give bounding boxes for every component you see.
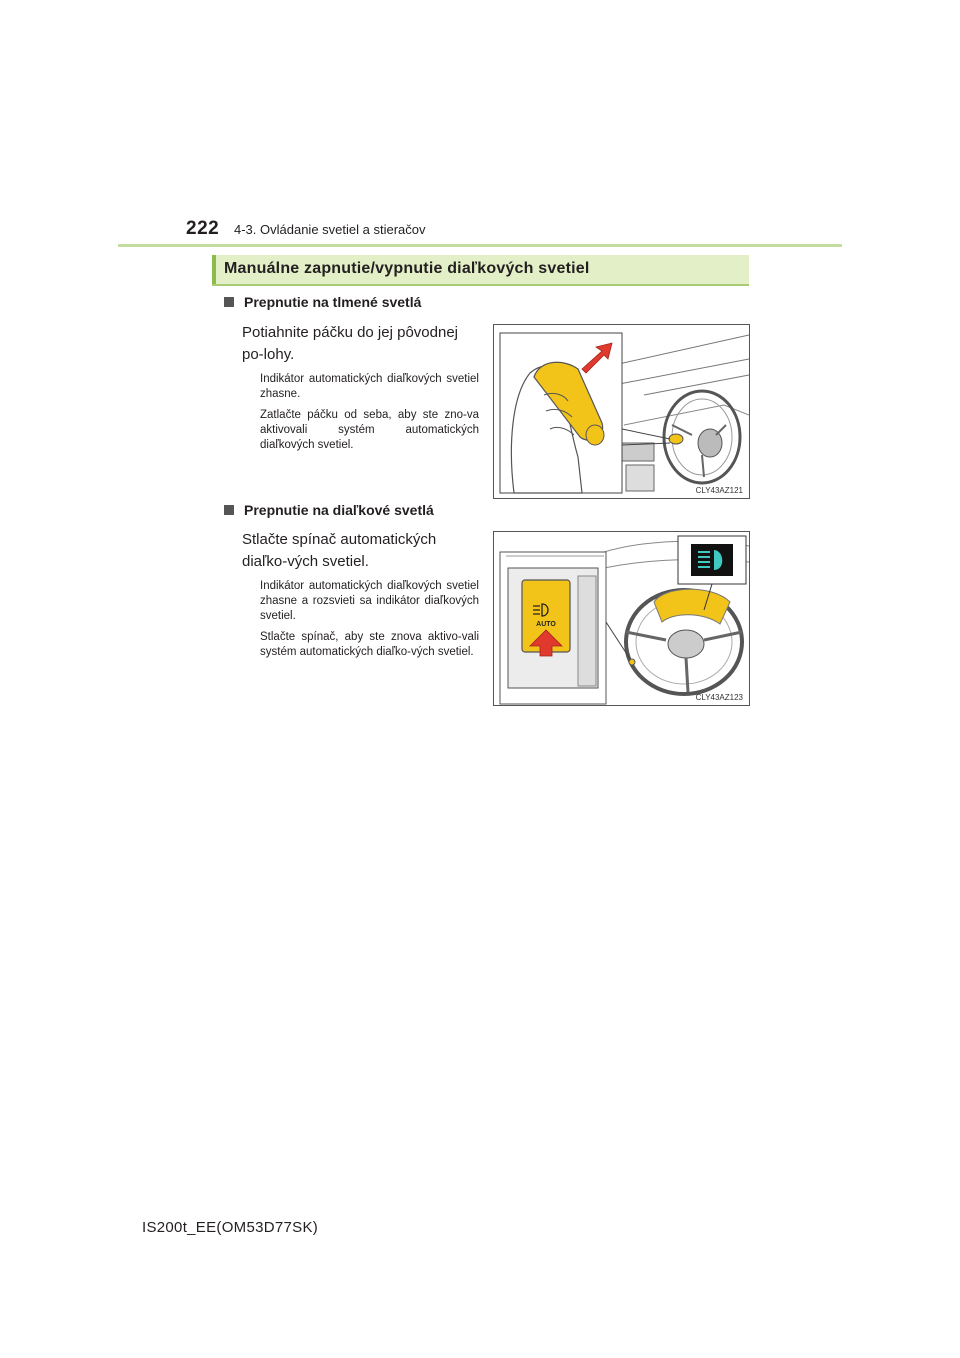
section-header: [212, 255, 749, 286]
section-title: Manuálne zapnutie/vypnutie diaľkových svetiel: [224, 260, 590, 277]
auto-button-label: AUTO: [536, 621, 556, 628]
subheading-label: Prepnutie na diaľkové svetlá: [244, 502, 434, 518]
figure-auto-switch-illustration: [493, 531, 750, 706]
footer-model-code: IS200t_EE(OM53D77SK): [142, 1219, 319, 1236]
page-number: 222: [186, 218, 220, 239]
note-paragraph: Indikátor automatických diaľkových svetiel zhasne.: [260, 373, 479, 400]
figure-lever-illustration: [493, 324, 750, 499]
note-paragraph: Stlačte spínač, aby ste znova aktivo-vali systém automatických diaľko-vých svetiel.: [260, 631, 479, 658]
note-block: [260, 579, 479, 666]
lever-illustration: [494, 325, 749, 498]
subheading-high-beam: [224, 502, 434, 518]
note-paragraph: Zatlačte páčku od seba, aby ste zno-va aktivovali systém automatických diaľkových svetiel.: [260, 409, 479, 451]
chapter-title: 4-3. Ovládanie svetiel a stieračov: [234, 222, 426, 237]
instruction-text: Potiahnite páčku do jej pôvodnej po-lohy.: [242, 324, 458, 363]
figure-code: CLY43AZ123: [695, 693, 743, 702]
section-accent: [212, 255, 216, 284]
square-bullet-icon: [224, 297, 234, 307]
subheading-label: Prepnutie na tlmené svetlá: [244, 294, 422, 310]
note-block: [260, 372, 479, 459]
subheading-low-beam: [224, 294, 421, 310]
auto-switch-illustration: [494, 532, 749, 705]
figure-code: CLY43AZ121: [695, 486, 743, 495]
note-paragraph: Indikátor automatických diaľkových svetiel zhasne a rozsvieti sa indikátor diaľkových svetiel.: [260, 580, 479, 622]
header-rule: [118, 244, 842, 247]
instruction-text: Stlačte spínač automatických diaľko-vých svetiel.: [242, 531, 437, 570]
square-bullet-icon: [224, 505, 234, 515]
